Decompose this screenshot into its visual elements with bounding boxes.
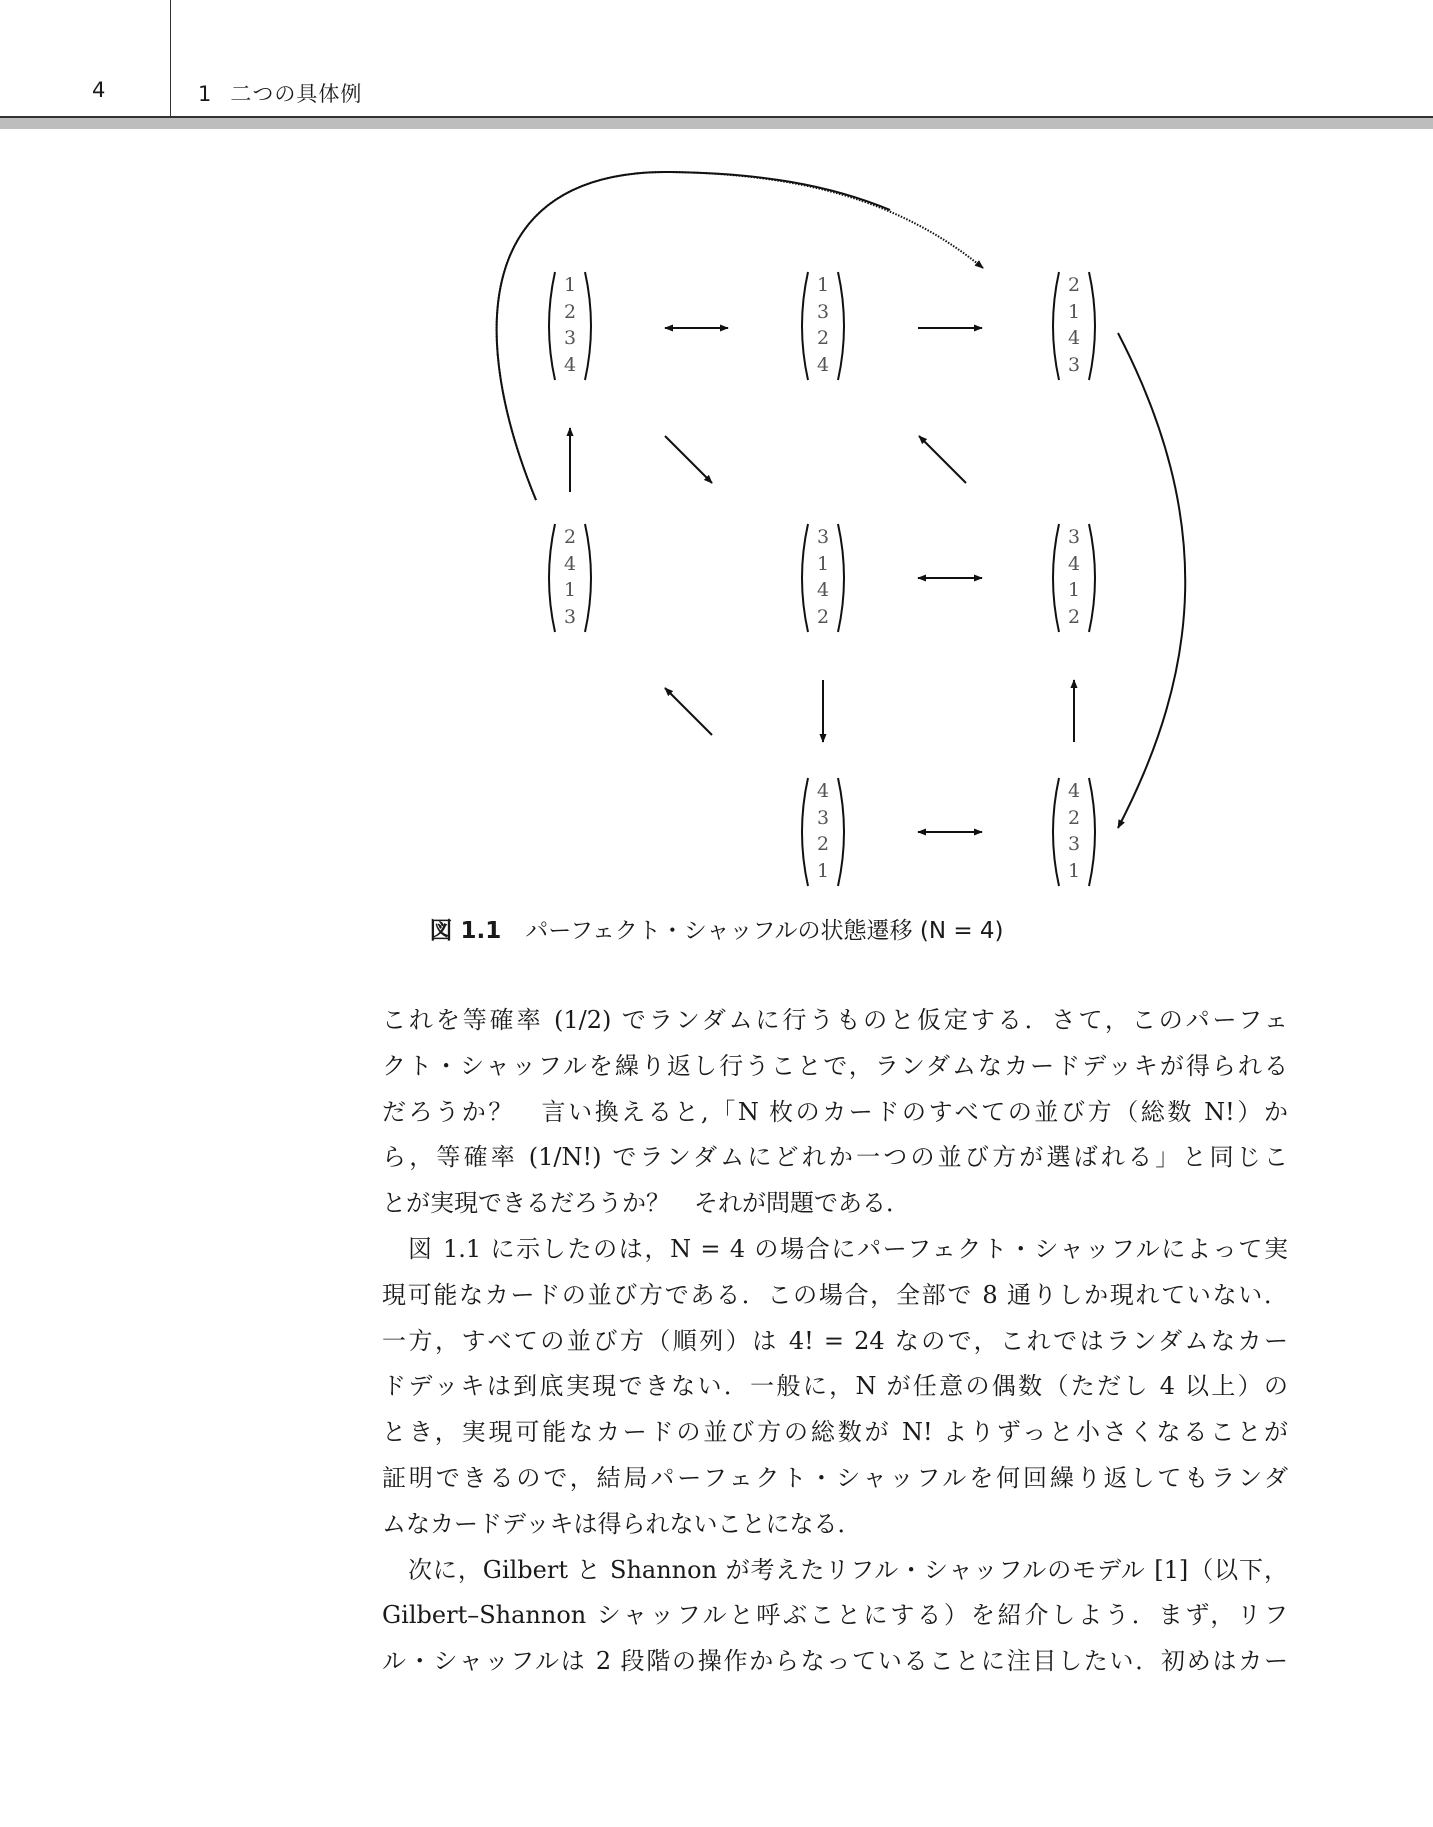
page-number: 4 bbox=[92, 78, 106, 102]
chapter-heading bbox=[198, 78, 362, 108]
figure-label: 図 1.1 bbox=[429, 918, 502, 944]
chapter-title: 二つの具体例 bbox=[230, 82, 363, 106]
figure-arrows bbox=[0, 150, 1433, 950]
arrow-3412-1324 bbox=[919, 436, 966, 483]
permutation-2413: 2 4 1 3 bbox=[545, 522, 595, 634]
text-line: ら，等確率 (1/N!) でランダムにどれか一つの並び方が選ばれる」と同じこ bbox=[382, 1143, 1288, 1172]
body-text bbox=[382, 998, 1288, 1685]
text-line: 証明できるので，結局パーフェクト・シャッフルを何回繰り返してもランダ bbox=[382, 1463, 1288, 1492]
permutation-3142: 3 1 4 2 bbox=[798, 522, 848, 634]
arrow-2143-4231 bbox=[1118, 333, 1185, 828]
text-line: Gilbert–Shannon シャッフルと呼ぶことにする）を紹介しよう．まず，リフ bbox=[382, 1601, 1288, 1630]
arrow-1234-3142 bbox=[665, 436, 712, 483]
text-line: ムなカードデッキは得られないことになる． bbox=[382, 1509, 862, 1538]
state-transition-figure bbox=[0, 150, 1433, 950]
header-band bbox=[0, 118, 1433, 129]
permutation-3412: 3 4 1 2 bbox=[1049, 522, 1099, 634]
figure-caption bbox=[0, 912, 1433, 945]
text-line: これを等確率 (1/2) でランダムに行うものと仮定する．さて，このパーフェ bbox=[382, 1006, 1288, 1034]
figure-caption-text: パーフェクト・シャッフルの状態遷移 (N = 4) bbox=[525, 918, 1004, 944]
text-line: 図 1.1 に示したのは，N = 4 の場合にパーフェクト・シャッフルによって実 bbox=[408, 1234, 1288, 1263]
permutation-4321: 4 3 2 1 bbox=[798, 776, 848, 888]
text-line: とが実現できるだろうか？ それが問題である． bbox=[382, 1189, 910, 1218]
permutation-4231: 4 2 3 1 bbox=[1049, 776, 1099, 888]
text-line: 次に，Gilbert と Shannon が考えたリフル・シャッフルのモデル [1]（以下， bbox=[408, 1555, 1288, 1584]
text-line: ドデッキは到底実現できない．一般に，N が任意の偶数（ただし 4 以上）の bbox=[382, 1372, 1288, 1401]
text-line: だろうか？ 言い換えると,「N 枚のカードのすべての並び方（総数 N!）か bbox=[382, 1097, 1288, 1126]
permutation-1324: 1 3 2 4 bbox=[798, 270, 848, 382]
permutation-1234: 1 2 3 4 bbox=[545, 270, 595, 382]
running-header bbox=[0, 0, 1433, 130]
chapter-number: 1 bbox=[198, 82, 213, 106]
text-line: クト・シャッフルを繰り返し行うことで，ランダムなカードデッキが得られる bbox=[382, 1051, 1288, 1080]
text-line: 現可能なカードの並び方である．この場合，全部で 8 通りしか現れていない． bbox=[382, 1280, 1288, 1309]
permutation-2143: 2 1 4 3 bbox=[1049, 270, 1099, 382]
header-divider bbox=[170, 0, 171, 117]
text-line: とき，実現可能なカードの並び方の総数が N! よりずっと小さくなることが bbox=[382, 1418, 1288, 1447]
text-line: 一方，すべての並び方（順列）は 4! = 24 なので，これではランダムなカー bbox=[382, 1326, 1288, 1355]
arrow-2413-from-4321 bbox=[665, 688, 712, 735]
text-line: ル・シャッフルは 2 段階の操作からなっていることに注目したい．初めはカー bbox=[382, 1647, 1288, 1676]
